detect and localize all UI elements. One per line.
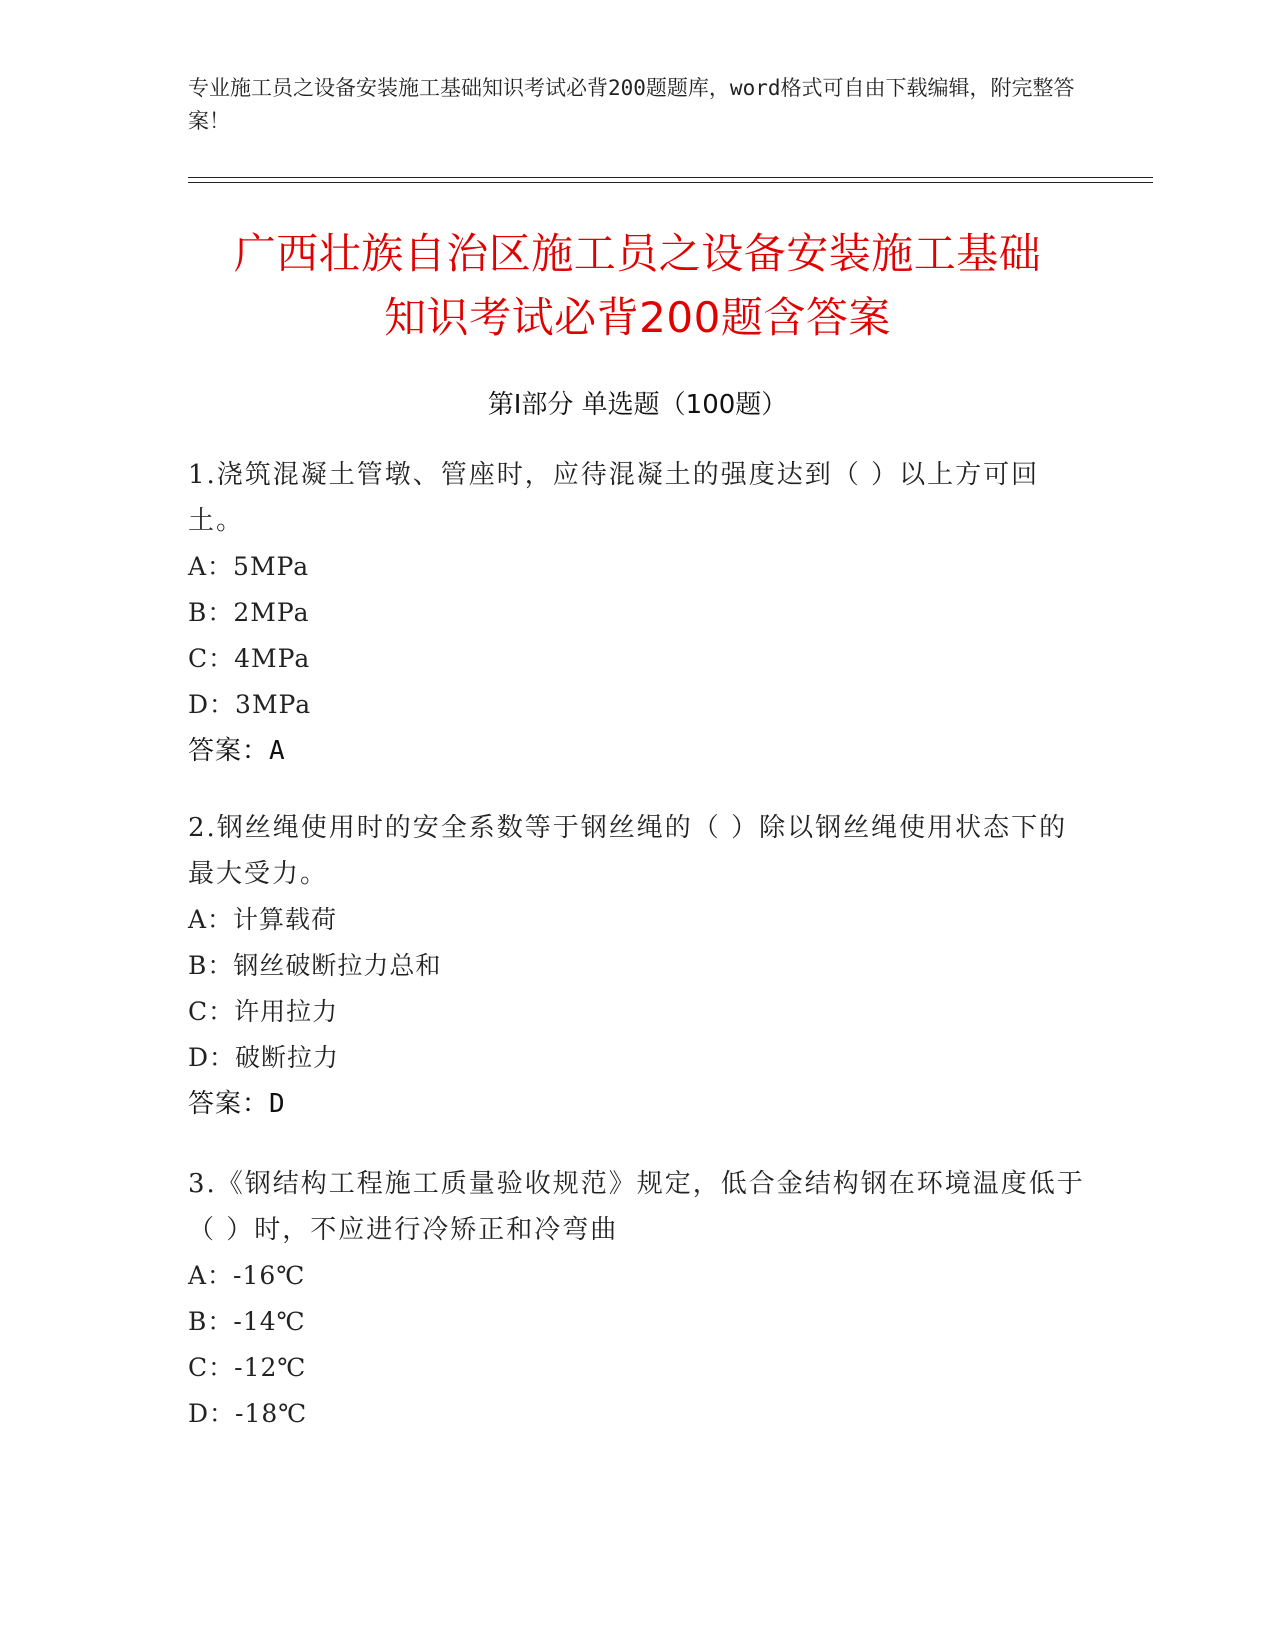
question-1 <box>188 452 1088 774</box>
answer-line <box>188 728 1088 774</box>
section-title: 第Ⅰ部分 单选题（100题） <box>487 390 788 420</box>
header-divider-bottom <box>188 182 1153 183</box>
option-c: C：许用拉力 <box>188 997 339 1026</box>
option-d: D：-18℃ <box>188 1399 308 1428</box>
answer-label: 答案： <box>188 736 270 766</box>
question-stem: 1.浇筑混凝土管墩、管座时，应待混凝土的强度达到（ ）以上方可回土。 <box>188 460 1040 536</box>
option-d: D：破断拉力 <box>188 1043 340 1072</box>
question-2 <box>188 805 1088 1127</box>
option-a: A：5MPa <box>188 552 310 581</box>
answer-value: A <box>269 736 285 766</box>
option-a: A：-16℃ <box>188 1261 306 1290</box>
option-b: B：-14℃ <box>188 1307 306 1336</box>
question-stem: 3.《钢结构工程施工质量验收规范》规定，低合金结构钢在环境温度低于（ ）时，不应进行冷矫正和冷弯曲 <box>188 1169 1085 1245</box>
question-3 <box>188 1161 1088 1437</box>
option-a: A：计算载荷 <box>188 905 338 934</box>
answer-line <box>188 1081 1088 1127</box>
option-b: B：钢丝破断拉力总和 <box>188 951 442 980</box>
answer-value: D <box>269 1089 285 1119</box>
answer-label: 答案： <box>188 1089 270 1119</box>
question-stem: 2.钢丝绳使用时的安全系数等于钢丝绳的（ ）除以钢丝绳使用状态下的最大受力。 <box>188 813 1068 889</box>
option-b: B：2MPa <box>188 598 310 627</box>
document-title-line-1: 广西壮族自治区施工员之设备安装施工基础 <box>233 229 1042 278</box>
option-c: C：-12℃ <box>188 1353 307 1382</box>
document-title <box>150 222 1125 350</box>
option-c: C：4MPa <box>188 644 311 673</box>
option-d: D：3MPa <box>188 690 312 719</box>
header-note: 专业施工员之设备安装施工基础知识考试必背200题题库，word格式可自由下载编辑，附完整答案！ <box>188 76 1075 133</box>
header-divider-top <box>188 177 1153 178</box>
document-title-line-2: 知识考试必背200题含答案 <box>384 293 891 342</box>
